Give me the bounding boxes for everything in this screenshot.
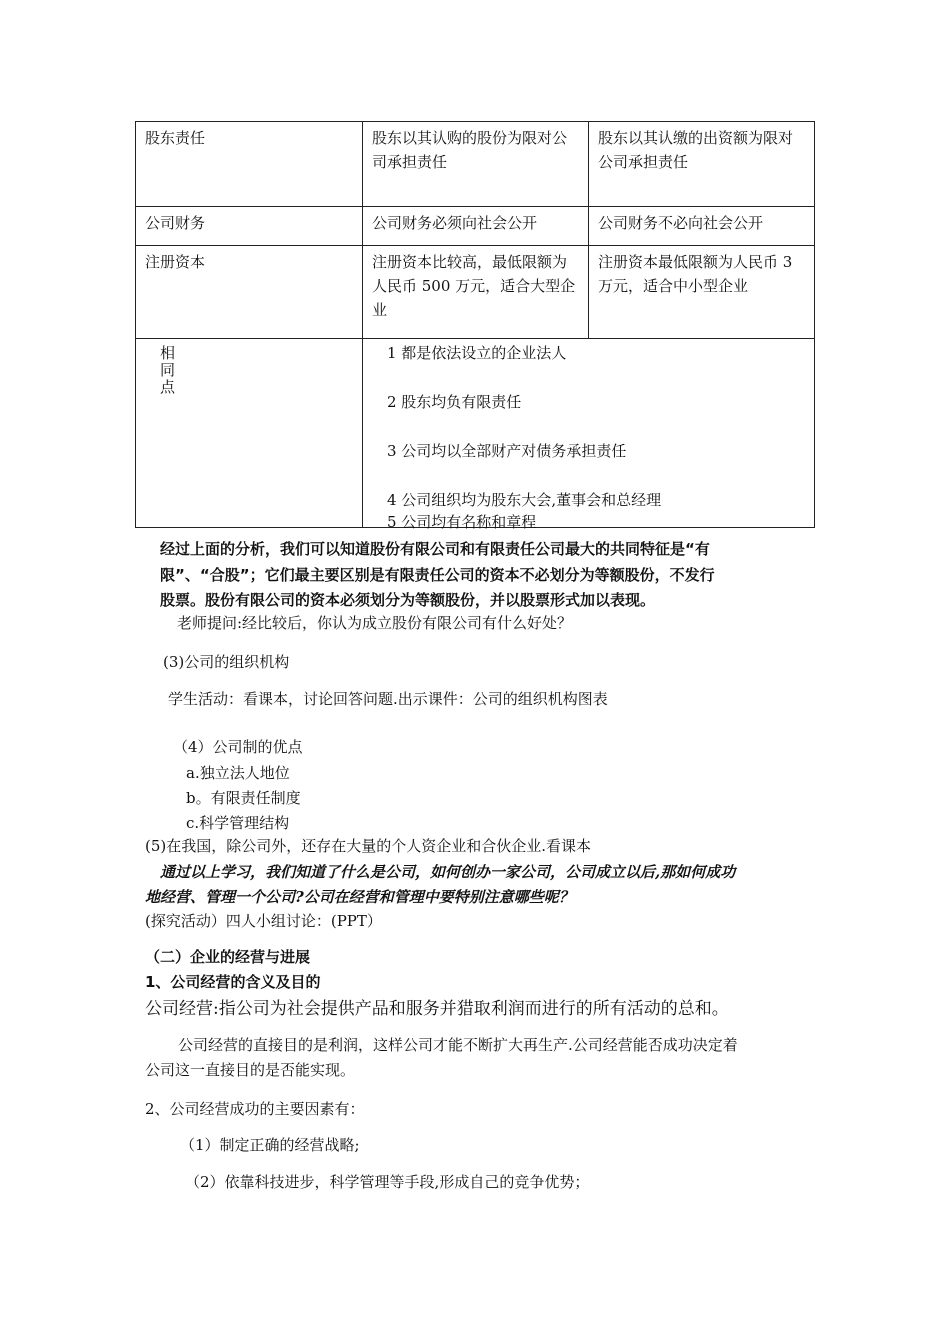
table-row-similarities xyxy=(136,339,815,528)
advantage-item: a.独立法人地位 xyxy=(186,764,290,782)
similarities-label: 相同点 xyxy=(160,344,176,396)
similarity-item: 4 公司组织均为股东大会,董事会和总经理 xyxy=(387,491,662,509)
definition: 公司经营:指公司为社会提供产品和服务并猎取利润而进行的所有活动的总和。 xyxy=(145,999,729,1019)
table-row xyxy=(136,122,815,207)
summary-line: 经过上面的分析，我们可以知道股份有限公司和有限责任公司最大的共同特征是“有 xyxy=(160,540,710,558)
table-row xyxy=(136,207,815,246)
row-label-registered-capital: 注册资本 xyxy=(136,246,363,339)
similarities-label-cell xyxy=(136,339,363,528)
teacher-question: 老师提问:经比较后，你认为成立股份有限公司有什么好处？ xyxy=(177,614,573,632)
cell-joint-stock: 公司财务必须向社会公开 xyxy=(363,207,589,246)
transition-line: 通过以上学习，我们知道了什么是公司，如何创办一家公司，公司成立以后,那如何成功 xyxy=(160,863,736,881)
cell-limited-liability: 注册资本最低限额为人民币 3 万元，适合中小型企业 xyxy=(589,246,815,339)
similarity-item: 2 股东均负有限责任 xyxy=(387,393,522,411)
factors-heading: 2、公司经营成功的主要因素有： xyxy=(145,1100,365,1118)
similarity-item: 1 都是依法设立的企业法人 xyxy=(387,344,567,362)
row-label-shareholder-liability: 股东责任 xyxy=(136,122,363,207)
inquiry-activity: (探究活动）四人小组讨论：(PPT） xyxy=(145,912,382,930)
cell-limited-liability: 股东以其认缴的出资额为限对公司承担责任 xyxy=(589,122,815,207)
cell-joint-stock: 股东以其认购的股份为限对公司承担责任 xyxy=(363,122,589,207)
table-row xyxy=(136,246,815,339)
similarity-item: 5 公司均有名称和章程 xyxy=(387,513,537,531)
comparison-table xyxy=(135,121,815,531)
factor-item: （1）制定正确的经营战略; xyxy=(180,1136,360,1154)
similarity-item: 3 公司均以全部财产对债务承担责任 xyxy=(387,442,627,460)
advantages-heading: （4）公司制的优点 xyxy=(173,738,303,756)
similarities-cell xyxy=(363,339,815,531)
transition-line: 地经营、管理一个公司?公司在经营和管理中要特别注意哪些呢？ xyxy=(145,888,574,906)
cell-limited-liability: 公司财务不必向社会公开 xyxy=(589,207,815,246)
advantage-item: c.科学管理结构 xyxy=(186,814,290,832)
student-activity: 学生活动：看课本，讨论回答问题.出示课件：公司的组织机构图表 xyxy=(168,690,608,708)
advantage-item: b。有限责任制度 xyxy=(186,789,301,807)
purpose-line: 公司经营的直接目的是利润，这样公司才能不断扩大再生产.公司经营能否成功决定着 xyxy=(178,1036,738,1054)
org-heading: (3)公司的组织机构 xyxy=(163,653,290,671)
subheading-1: 1、公司经营的含义及目的 xyxy=(145,973,321,991)
point-5: (5)在我国，除公司外，还存在大量的个人资企业和合伙企业.看课本 xyxy=(145,837,592,855)
row-label-finance: 公司财务 xyxy=(136,207,363,246)
factor-item: （2）依靠科技进步，科学管理等手段,形成自己的竞争优势； xyxy=(185,1173,590,1191)
section-2-heading: （二）企业的经营与进展 xyxy=(145,948,311,966)
summary-line: 股票。股份有限公司的资本必须划分为等额股份，并以股票形式加以表现。 xyxy=(160,591,656,609)
cell-joint-stock: 注册资本比较高，最低限额为人民币 500 万元，适合大型企业 xyxy=(363,246,589,339)
purpose-line: 公司这一直接目的是否能实现。 xyxy=(145,1061,356,1079)
summary-line: 限”、“合股”；它们最主要区别是有限责任公司的资本不必划分为等额股份，不发行 xyxy=(160,566,715,584)
